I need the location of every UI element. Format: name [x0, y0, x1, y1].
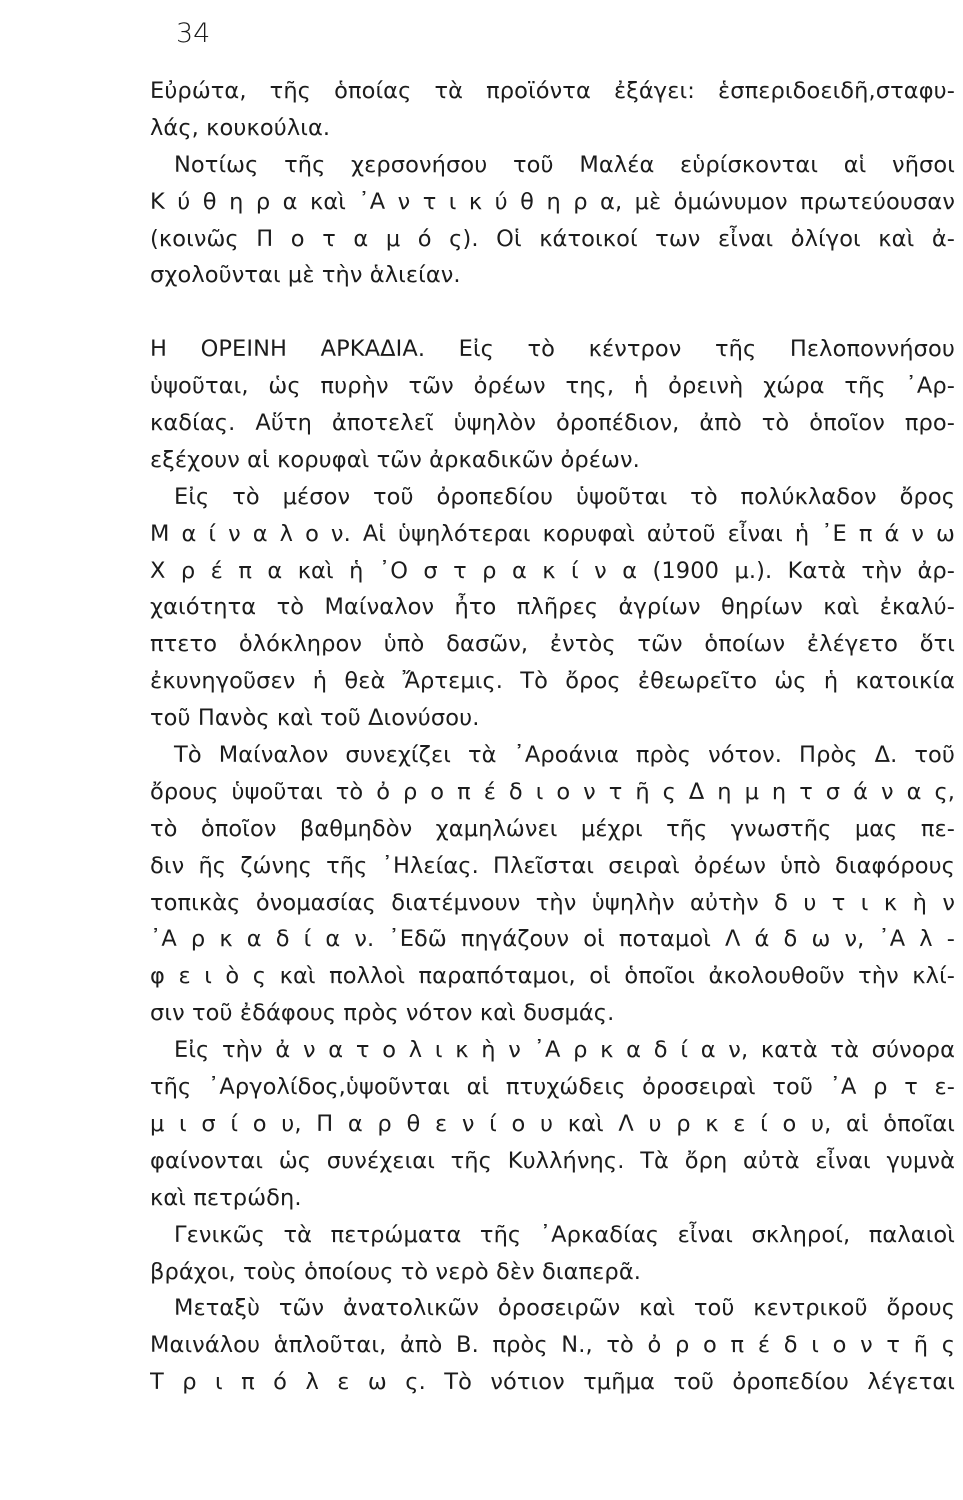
- text-line: Τὸ Μαίναλον συνεχίζει τὰ ᾿Αροάνια πρὸς νότον. Πρὸς Δ. τοῦ: [174, 742, 955, 769]
- text-line: Τ ρ ι π ό λ ε ω ς. Τὸ νότιον τμῆμα τοῦ ὀροπεδίου λέγεται: [150, 1369, 955, 1396]
- text-line: χαιότητα τὸ Μαίναλον ἦτο πλῆρες ἀγρίων θηρίων καὶ ἐκαλύ-: [150, 594, 955, 621]
- text-line: Εἰς τὸ μέσον τοῦ ὀροπεδίου ὑψοῦται τὸ πολύκλαδον ὄρος: [174, 483, 955, 510]
- text-line: Γενικῶς τὰ πετρώματα τῆς ᾿Αρκαδίας εἶναι σκληροί, παλαιοὶ: [174, 1221, 955, 1248]
- text-line: λάς, κουκούλια.: [150, 114, 331, 141]
- text-line: ἐκυνηγοῦσεν ἡ θεὰ Ἄρτεμις. Τὸ ὄρος ἐθεωρεῖτο ὡς ἡ κατοικία: [150, 668, 955, 695]
- text-line: Μ α ί ν α λ ο ν. Αἱ ὑψηλότεραι κορυφαὶ αὐτοῦ εἶναι ἡ ᾿Ε π ά ν ω: [150, 520, 955, 547]
- text-line: Η ΟΡΕΙΝΗ ΑΡΚΑΔΙΑ. Εἰς τὸ κέντρον τῆς Πελοποννήσου: [150, 336, 955, 363]
- text-line: ᾿Α ρ κ α δ ί α ν. ᾿Εδῶ πηγάζουν οἱ ποταμοὶ Λ ά δ ω ν, ᾿Α λ -: [150, 926, 955, 953]
- text-line: τὸ ὁποῖον βαθμηδὸν χαμηλώνει μέχρι τῆς γνωστῆς μας πε-: [150, 815, 955, 842]
- text-line: ὄρους ὑψοῦται τὸ ὀ ρ ο π έ δ ι ο ν τ ῆ ς Δ η μ η τ σ ά ν α ς,: [150, 778, 955, 805]
- text-line: Κ ύ θ η ρ α καὶ ᾿Α ν τ ι κ ύ θ η ρ α, μὲ ὁμώνυμον πρωτεύουσαν: [150, 188, 955, 215]
- text-line: σιν τοῦ ἐδάφους πρὸς νότον καὶ δυσμάς.: [150, 1000, 615, 1027]
- text-line: σχολοῦνται μὲ τὴν ἁλιείαν.: [150, 262, 461, 289]
- text-line: Μεταξὺ τῶν ἀνατολικῶν ὀροσειρῶν καὶ τοῦ κεντρικοῦ ὄρους: [174, 1295, 955, 1322]
- text-line: Μαινάλου ἁπλοῦται, ἀπὸ Β. πρὸς Ν., τὸ ὀ ρ ο π έ δ ι ο ν τ ῆ ς: [150, 1332, 955, 1359]
- page-number: 34: [176, 18, 211, 49]
- text-line: πτετο ὁλόκληρον ὑπὸ δασῶν, ἐντὸς τῶν ὁποίων ἐλέγετο ὅτι: [150, 631, 955, 658]
- text-line: Εἰς τὴν ἀ ν α τ ο λ ι κ ὴ ν ᾿Α ρ κ α δ ί α ν, κατὰ τὰ σύνορα: [174, 1037, 955, 1064]
- text-line: τῆς ᾿Αργολίδος,ὑψοῦνται αἱ πτυχώδεις ὀροσειραὶ τοῦ ᾿Α ρ τ ε-: [150, 1074, 955, 1101]
- text-line: διν ῆς ζώνης τῆς ᾿Ηλείας. Πλεῖσται σειραὶ ὀρέων ὑπὸ διαφόρους: [150, 852, 955, 879]
- text-line: ὑψοῦται, ὡς πυρὴν τῶν ὀρέων της, ἡ ὀρεινὴ χώρα τῆς ᾿Αρ-: [150, 373, 955, 400]
- text-line: Νοτίως τῆς χερσονήσου τοῦ Μαλέα εὑρίσκονται αἱ νῆσοι: [174, 151, 955, 178]
- text-line: (κοινῶς Π ο τ α μ ό ς). Οἱ κάτοικοί των εἶναι ὀλίγοι καὶ ἀ-: [150, 225, 955, 252]
- body-text: [150, 73, 955, 1401]
- text-line: βράχοι, τοὺς ὁποίους τὸ νερὸ δὲν διαπερᾶ.: [150, 1258, 642, 1285]
- text-line: καδίας. Αὕτη ἀποτελεῖ ὑψηλὸν ὀροπέδιον, ἀπὸ τὸ ὁποῖον προ-: [150, 410, 955, 437]
- text-line: φ ε ι ὸ ς καὶ πολλοὶ παραπόταμοι, οἱ ὁποῖοι ἀκολουθοῦν τὴν κλί-: [150, 963, 955, 990]
- text-line: Εὐρώτα, τῆς ὁποίας τὰ προϊόντα ἐξάγει: ἑσπεριδοειδῆ,σταφυ-: [150, 78, 955, 104]
- text-line: τοπικὰς ὀνομασίας διατέμνουν τὴν ὑψηλὴν αὐτὴν δ υ τ ι κ ὴ ν: [150, 889, 955, 916]
- text-line: Χ ρ έ π α καὶ ἡ ᾿Ο σ τ ρ α κ ί ν α (1900 μ.). Κατὰ τὴν ἀρ-: [150, 557, 955, 584]
- text-line: φαίνονται ὡς συνέχειαι τῆς Κυλλήνης. Τὰ ὄρη αὐτὰ εἶναι γυμνὰ: [150, 1147, 955, 1174]
- text-line: τοῦ Πανὸς καὶ τοῦ Διονύσου.: [150, 705, 480, 732]
- text-line: εξέχουν αἱ κορυφαὶ τῶν ἀρκαδικῶν ὀρέων.: [150, 446, 640, 473]
- text-line: μ ι σ ί ο υ, Π α ρ θ ε ν ί ο υ καὶ Λ υ ρ κ ε ί ο υ, αἱ ὁποῖαι: [150, 1110, 955, 1137]
- paragraph-gap: [150, 294, 955, 331]
- text-line: καὶ πετρώδη.: [150, 1184, 302, 1211]
